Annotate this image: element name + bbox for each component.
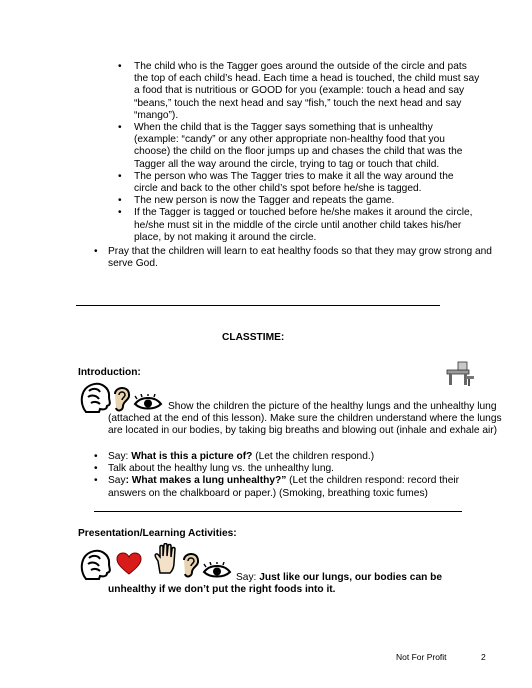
list-item: • The person who was The Tagger tries to make it all the way around the circle and back to the other child’s spot before he/she is tagged. xyxy=(118,171,480,195)
question-text: What is this a picture of? xyxy=(131,451,253,462)
intro-list xyxy=(94,451,494,500)
presentation-heading: Presentation/Learning Activities: xyxy=(78,528,237,539)
list-item xyxy=(94,451,494,463)
say-line-1 xyxy=(236,572,496,584)
instruction-text: (Let the children respond.) xyxy=(252,451,375,462)
ear-icon xyxy=(180,550,202,580)
list-item: • Talk about the healthy lung vs. the unhealthy lung. xyxy=(94,463,494,475)
say-statement-continued: unhealthy if we don’t put the right foods into it. xyxy=(108,584,336,595)
eye-icon xyxy=(202,562,232,580)
section-divider xyxy=(94,511,462,512)
heart-icon xyxy=(116,552,142,576)
classtime-heading: CLASSTIME: xyxy=(222,332,285,343)
classroom-desk-icon xyxy=(444,360,476,388)
introduction-heading: Introduction: xyxy=(78,367,141,378)
footer-label: Not For Profit xyxy=(396,652,447,662)
list-item: • The child who is the Tagger goes around the outside of the circle and pats the top of each child’s head. Each time a head is touched, the child must say a food that is nutritious or GOOD for you (example: touch a head and say “beans,” touch the next head and say “fish,” touch the next head and say “mango”). xyxy=(118,61,480,122)
head-icon xyxy=(78,381,112,413)
hand-icon xyxy=(153,543,179,575)
list-item: • The new person is now the Tagger and repeats the game. xyxy=(118,195,480,207)
list-item xyxy=(94,475,494,499)
section-divider xyxy=(76,305,440,306)
list-item: • If the Tagger is tagged or touched before he/she makes it around the circle, he/she must sit in the middle of the circle until another child takes his/her place, by not making it around the circle. xyxy=(118,207,480,244)
intro-paragraph: Show the children the picture of the healthy lungs and the unhealthy lung (attached at the end of this lesson). Make sure the children understand where the lungs are located in our bodies, by taking big breaths and blowing out (inhale and exhale air) xyxy=(108,401,502,437)
say-prefix: Say: xyxy=(108,451,132,462)
question-text: : What makes a lung unhealthy?” xyxy=(125,475,287,487)
page-number: 2 xyxy=(481,652,486,662)
say-line-2 xyxy=(108,584,488,596)
game-steps-list xyxy=(118,61,480,244)
instruction-text: (Let the children respond: record their answers on the chalkboard or paper.) (Smoking, breathing toxic fumes) xyxy=(108,475,460,499)
say-prefix: Say xyxy=(108,475,126,487)
list-item: • When the child that is the Tagger says something that is unhealthy (example: “candy” or any other appropriate non-healthy food that you choose) the child on the floor jumps up and chases the child that was the Tagger all the way around the circle, trying to tag or touch that child. xyxy=(118,122,480,171)
pray-bullet: • Pray that the children will learn to eat healthy foods so that they may grow strong and serve God. xyxy=(94,246,498,270)
head-icon xyxy=(78,548,112,580)
say-prefix: Say: xyxy=(236,572,260,583)
say-statement: Just like our lungs, our bodies can be xyxy=(259,572,443,583)
